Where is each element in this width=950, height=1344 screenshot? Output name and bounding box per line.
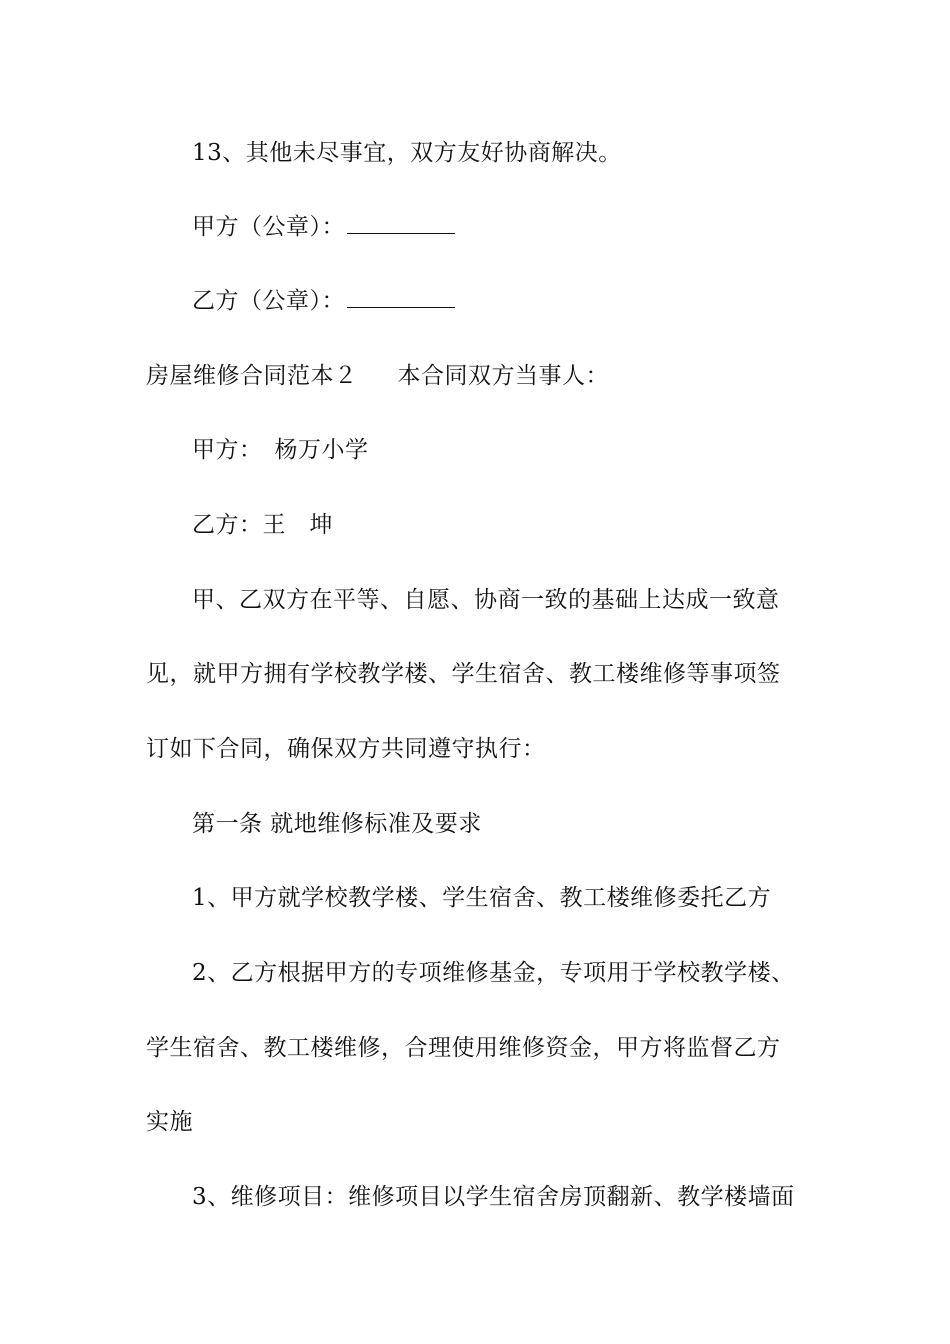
paragraph-line: 订如下合同，确保双方共同遵守执行： xyxy=(146,736,546,762)
party-b-seal-line xyxy=(192,286,455,316)
clause-13: 13、其他未尽事宜，双方友好协商解决。 xyxy=(192,140,622,166)
item-3-line: 3、维修项目：维修项目以学生宿舍房顶翻新、教学楼墙面 xyxy=(192,1184,795,1210)
party-a-signature-blank xyxy=(347,213,455,234)
article-heading: 第一条 就地维修标准及要求 xyxy=(192,811,482,837)
party-a: 甲方： 杨万小学 xyxy=(192,437,369,463)
party-b: 乙方：王 坤 xyxy=(192,512,333,538)
party-a-seal-line xyxy=(192,212,455,242)
party-b-signature-blank xyxy=(347,287,455,308)
item-2-line: 学生宿舍、教工楼维修，合理使用维修资金，甲方将监督乙方 xyxy=(146,1035,781,1061)
party-a-seal-label: 甲方（公章）： xyxy=(192,214,345,240)
item-2-line: 2、乙方根据甲方的专项维修基金，专项用于学校教学楼、 xyxy=(192,960,795,986)
contract-title-line xyxy=(146,361,609,391)
item-2-line: 实施 xyxy=(146,1109,193,1135)
paragraph-line: 甲、乙双方在平等、自愿、协商一致的基础上达成一致意 xyxy=(192,587,780,613)
party-b-seal-label: 乙方（公章）： xyxy=(192,288,345,314)
contract-parties-intro: 本合同双方当事人： xyxy=(397,363,609,389)
paragraph-line: 见，就甲方拥有学校教学楼、学生宿舍、教工楼维修等事项签 xyxy=(146,661,781,687)
contract-title: 房屋维修合同范本２ xyxy=(146,363,358,389)
item-1: 1、甲方就学校教学楼、学生宿舍、教工楼维修委托乙方 xyxy=(192,885,772,911)
